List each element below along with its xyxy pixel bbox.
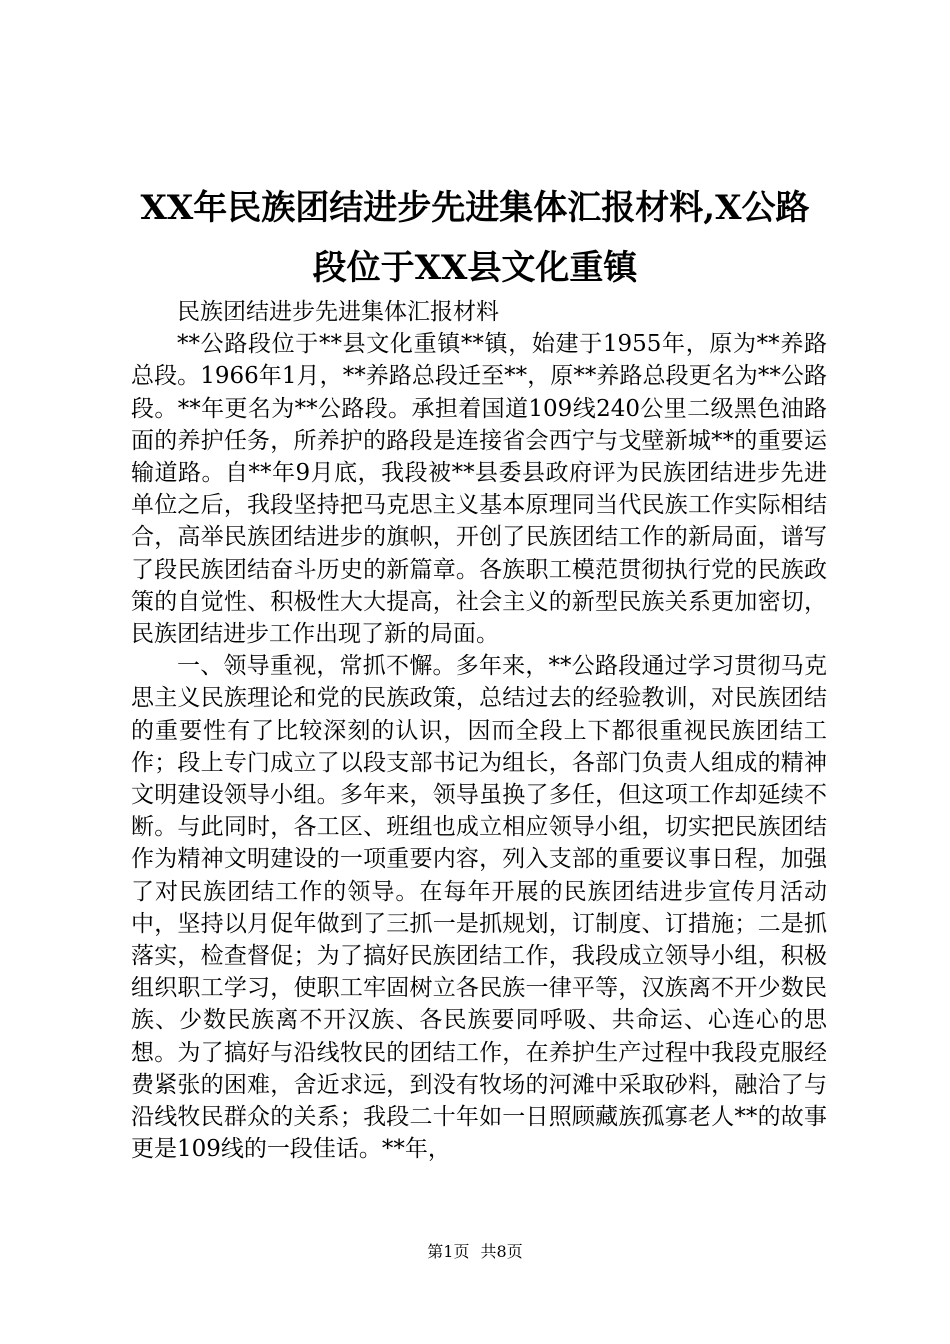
- document-title: [120, 178, 830, 298]
- page-footer: [0, 1240, 950, 1264]
- paragraph-section-1: 一、领导重视，常抓不懈。多年来，**公路段通过学习贯彻马克思主义民族理论和党的民族政策，总结过去的经验教训，对民族团结的重要性有了比较深刻的认识，因而全段上下都很重视民族团结工作；段上专门成立了以段支部书记为组长，各部门负责人组成的精神文明建设领导小组。多年来，领导虽换了多任，但这项工作却延续不断。与此同时，各工区、班组也成立相应领导小组，切实把民族团结作为精神文明建设的一项重要内容，列入支部的重要议事日程，加强了对民族团结工作的领导。在每年开展的民族团结进步宣传月活动中，坚持以月促年做到了三抓一是抓规划，订制度、订措施；二是抓落实，检查督促；为了搞好民族团结工作，我段成立领导小组，积极组织职工学习，使职工牢固树立各民族一律平等，汉族离不开少数民族、少数民族离不开汉族、各民族要同呼吸、共命运、心连心的思想。为了搞好与沿线牧民的团结工作，在养护生产过程中我段克服经费紧张的困难，舍近求远，到没有牧场的河滩中采取砂料，融洽了与沿线牧民群众的关系；我段二十年如一日照顾藏族孤寡老人**的故事更是109线的一段佳话。**年，: [131, 653, 827, 1163]
- paragraph-intro: **公路段位于**县文化重镇**镇，始建于1955年，原为**养路总段。1966年1月，**养路总段迁至**，原**养路总段更名为**公路段。**年更名为**公路段。承担着国道109线240公里二级黑色油路面的养护任务，所养护的路段是连接省会西宁与戈壁新城**的重要运输道路。自**年9月底，我段被**县委县政府评为民族团结进步先进单位之后，我段坚持把马克思主义基本原理同当代民族工作实际相结合，高举民族团结进步的旗帜，开创了民族团结工作的新局面，谱写了段民族团结奋斗历史的新篇章。各族职工模范贯彻执行党的民族政策的自觉性、积极性大大提高，社会主义的新型民族关系更加密切，民族团结进步工作出现了新的局面。: [131, 331, 827, 648]
- page-number-total: 共8页: [480, 1242, 523, 1261]
- page-number-current: 第1页: [427, 1242, 470, 1261]
- document-body: [131, 296, 827, 1165]
- title-line-1: XX年民族团结进步先进集体汇报材料,X公路: [140, 188, 810, 228]
- title-line-2: 段位于XX县文化重镇: [312, 248, 638, 288]
- document-subtitle: 民族团结进步先进集体汇报材料: [177, 299, 499, 325]
